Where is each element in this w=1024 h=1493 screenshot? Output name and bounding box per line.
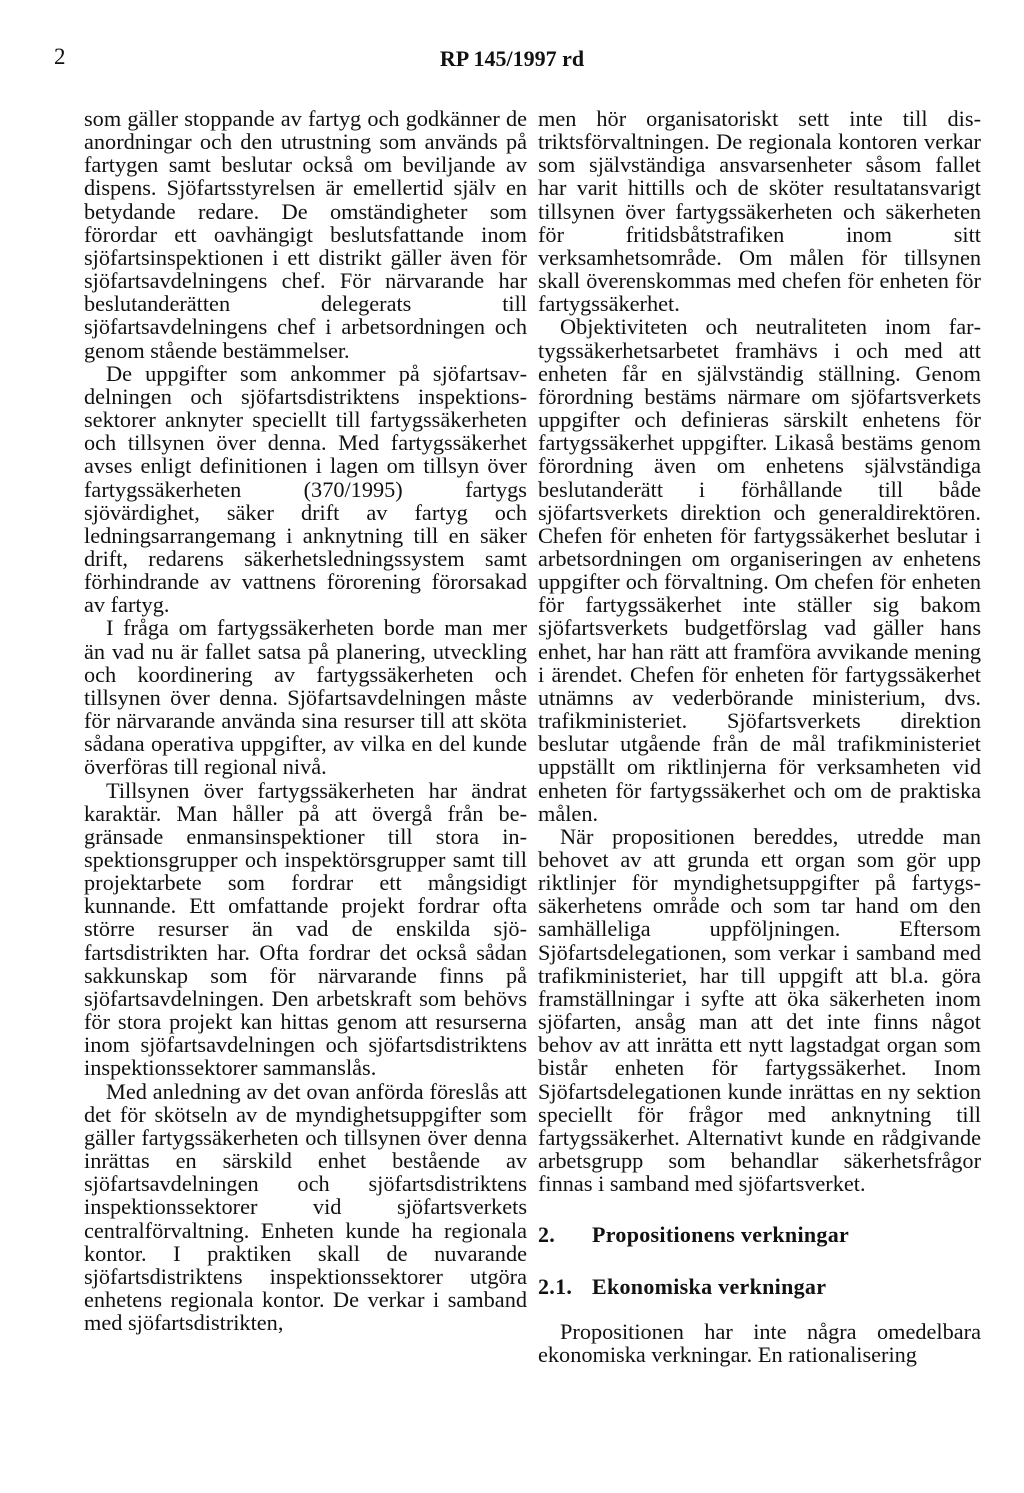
section-title: Ekonomiska verkningar xyxy=(592,1273,827,1299)
paragraph: Objektiviteten och neutraliteten inom fartygssäkerhetsarbetet framhävs i och med att enheten får en självständig ställning. Genom förordning bestäms närmare om sjöfartsverkets uppgifter och definieras särskilt enhetens för fartygssäkerhet uppgifter. Likaså bestäms genom förordning även om enhetens självständiga beslutanderätt i förhållande till både sjöfartsverkets direktion och generaldirektören. Chefen för enheten för fartygssäkerhet beslutar i arbetsordningen om organiseringen av enhetens uppgifter och förvaltning. Om chefen för enheten för fartygssäkerhet inte ställer sig bakom sjöfartsverkets budgetförslag vad gäller hans enhet, har han rätt att framföra avvikande mening i ärendet. Chefen för enheten för fartygssäkerhet utnämns av vederbörande ministerium, dvs. trafikministeriet. Sjöfartsverkets direktion beslutar utgående från de mål trafikministeriet uppställt om riktlinjerna för verksamheten vid enheten för fartygssäkerhet och om de praktiska målen. xyxy=(538,314,981,826)
section-heading-2-1 xyxy=(538,1275,981,1298)
running-header: RP 145/1997 rd xyxy=(439,46,585,71)
paragraph: Propositionen har inte några omedelbara ekonomiska verkningar. En rationalisering xyxy=(538,1318,981,1367)
paragraph: Tillsynen över fartygssäkerheten har ändrat karaktär. Man håller på att övergå från begränsade enmansinspektioner till stora inspektionsgrupper och inspektörsgrupper samt till projektarbete som fordrar ett mångsidigt kunnande. Ett omfattande projekt fordrar ofta större resurser än vad de enskilda sjöfartsdistrikten har. Ofta fordrar det också sådan sakkunskap som för närvarande finns på sjöfartsavdelningen. Den arbetskraft som behövs för stora projekt kan hittas genom att resurserna inom sjöfartsavdelningen och sjöfartsdistriktens inspektionssektorer sammanslås. xyxy=(84,777,527,1081)
section-number: 2. xyxy=(538,1222,556,1248)
paragraph: De uppgifter som ankommer på sjöfartsavdelningen och sjöfartsdistriktens inspektionssektorer anknyter speciellt till fartygssäkerheten och tillsynen över denna. Med fartygssäkerhet avses enligt definitionen i lagen om tillsyn över fartygssäkerheten (370/1995) fartygs sjövärdighet, säker drift av fartyg och ledningsarrangemang i anknytning till en säker drift, redarens säkerhetsledningssystem samt förhindrande av vattnens förorening förorsakad av fartyg. xyxy=(84,360,527,618)
page-number: 2 xyxy=(54,44,66,69)
section-title: Propositionens verkningar xyxy=(592,1222,850,1248)
paragraph: men hör organisatoriskt sett inte till distriktsförvaltningen. De regionala kontoren verkar som självständiga ansvarsenheter såsom fallet har varit hittills och de sköter resultatansvarigt tillsynen över fartygssäkerheten och säkerheten för fritidsbåtstrafiken inom sitt verksamhetsområde. Om målen för tillsynen skall överenskommas med chefen för enheten för fartygssäkerhet. xyxy=(538,106,981,317)
left-column xyxy=(84,107,527,1334)
section-number: 2.1. xyxy=(538,1273,573,1299)
paragraph: När propositionen bereddes, utredde man behovet av att grunda ett organ som gör upp riktlinjer för myndighetsuppgifter på fartygssäkerhetens område och som tar hand om den samhälleliga uppföljningen. Eftersom Sjöfartsdelegationen, som verkar i samband med trafikministeriet, har till uppgift att bl.a. göra framställningar i syfte att öka säkerheten inom sjöfarten, ansåg man att det inte finns något behov av att inrätta ett nytt lagstadgat organ som bistår enheten för fartygssäkerhet. Inom Sjöfartsdelegationen kunde inrättas en ny sektion speciellt för frågor med anknytning till fartygssäkerhet. Alternativt kunde en rådgivande arbetsgrupp som behandlar säkerhetsfrågor finnas i samband med sjöfartsverket. xyxy=(538,823,981,1197)
paragraph: I fråga om fartygssäkerheten borde man mer än vad nu är fallet satsa på planering, utveckling och koordinering av fartygssäkerheten och tillsynen över denna. Sjöfartsavdelningen måste för närvarande använda sina resurser till att sköta sådana operativa uppgifter, av vilka en del kunde överföras till regional nivå. xyxy=(84,615,527,780)
paragraph: Med anledning av det ovan anförda föreslås att det för skötseln av de myndighetsuppgifter som gäller fartygssäkerheten och tillsynen över denna inrättas en särskild enhet bestående av sjöfartsavdelningen och sjöfartsdistriktens inspektionssektorer vid sjöfartsverkets centralförvaltning. Enheten kunde ha regionala kontor. I praktiken skall de nuvarande sjöfartsdistriktens inspektionssektorer utgöra enhetens regionala kontor. De verkar i samband med sjöfartsdistrikten, xyxy=(84,1078,527,1336)
paragraph: som gäller stoppande av fartyg och godkänner de anordningar och den utrustning som används på fartygen samt beslutar också om beviljande av dispens. Sjöfartsstyrelsen är emellertid själv en betydande redare. De omständigheter som förordar ett oavhängigt beslutsfattande inom sjöfartsinspektionen i ett distrikt gäller även för sjöfartsavdelningens chef. För närvarande har beslutanderätten delegerats till sjöfartsavdelningens chef i arbetsordningen och genom stående bestämmelser. xyxy=(84,106,527,363)
section-heading-2 xyxy=(538,1223,981,1246)
right-column xyxy=(538,107,981,1366)
